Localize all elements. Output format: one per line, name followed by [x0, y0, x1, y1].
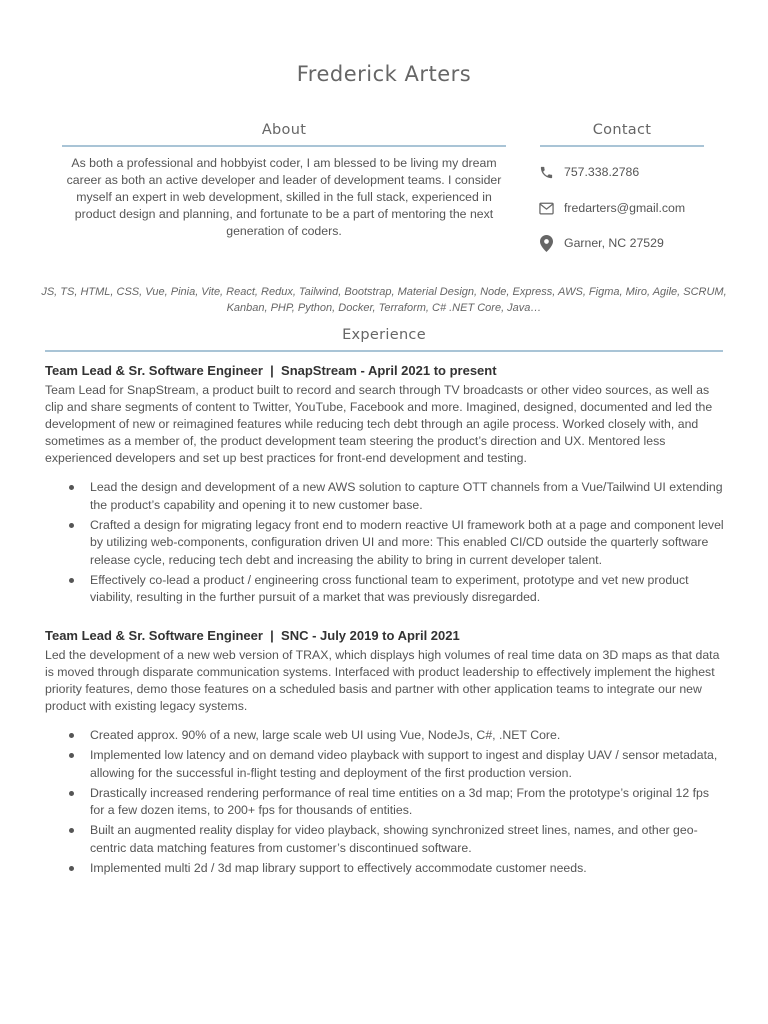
list-item [45, 747, 725, 782]
envelope-icon [538, 200, 554, 216]
list-item [45, 860, 725, 878]
contact-phone [538, 164, 639, 180]
bullet-text: Drastically increased rendering performance of real time entities on a 3d map; From the prototype’s original 12 fps for a few dozen items, to 200+ fps for thousands of entities. [90, 785, 710, 817]
bullet-icon [69, 578, 74, 583]
job-description: Led the development of a new web version of TRAX, which displays high volumes of real time data on 3D maps as that data is moved through disparate communication systems. Interfaced with product leadership to effectively implement the highest priority features, demo those features on a scheduled basis and partner with other application teams to integrate our new product with existing legacy systems. [45, 648, 720, 713]
bullet-text: Crafted a design for migrating legacy front end to modern reactive UI framework both at a page and component level by utilizing web-components, configuration driven UI and more: This enabled CI/CD outside the quarterly software release cycle, reducing tech debt and increasing the ability to bring in current developer talent. [90, 517, 724, 567]
job-title: Team Lead & Sr. Software Engineer | SNC - July 2019 to April 2021 [45, 628, 460, 643]
bullet-icon [69, 523, 74, 528]
skills-list: JS, TS, HTML, CSS, Vue, Pinia, Vite, React, Redux, Tailwind, Bootstrap, Material Design, Node, Express, AWS, Figma, Miro, Agile, SCRUM, Kanban, PHP, Python, Docker, Terraform, C# .NET Core, Java… [41, 286, 727, 314]
list-item [45, 479, 725, 514]
job-bullets [45, 479, 725, 607]
map-pin-icon [538, 235, 554, 251]
bullet-text: Effectively co-lead a product / engineering cross functional team to experiment, prototype and vet new product viability, resulting in the further pursuit of a market that was previously disregarded. [90, 572, 689, 604]
list-item [45, 517, 725, 570]
phone-number[interactable]: 757.338.2786 [564, 165, 640, 179]
list-item [45, 822, 725, 857]
bullet-icon [69, 866, 74, 871]
list-item [45, 727, 725, 745]
contact-heading: Contact [592, 122, 652, 138]
email-address[interactable]: fredarters@gmail.com [564, 201, 686, 215]
bullet-icon [69, 828, 74, 833]
bullet-icon [69, 753, 74, 758]
location-text: Garner, NC 27529 [564, 236, 664, 250]
bullet-text: Created approx. 90% of a new, large scale web UI using Vue, NodeJs, C#, .NET Core. [90, 728, 561, 742]
contact-location [538, 235, 664, 251]
list-item [45, 572, 725, 607]
bullet-text: Implemented low latency and on demand video playback with support to ingest and display UAV / sensor metadata, allowing for the successful in-flight testing and deployment of the first production version. [90, 748, 718, 780]
experience-divider [45, 350, 723, 352]
list-item [45, 785, 725, 820]
experience-heading: Experience [342, 327, 426, 343]
about-divider [62, 145, 506, 147]
about-text: As both a professional and hobbyist coder, I am blessed to be living my dream career as both an active developer and leader of development teams. I consider myself an expert in web development, skilled in the full stack, experienced in product design and planning, and fortunate to be a part of mentoring the next generation of coders. [66, 156, 502, 238]
bullet-icon [69, 791, 74, 796]
job-description: Team Lead for SnapStream, a product built to record and search through TV broadcasts or other video sources, as well as clip and share segments of content to Twitter, YouTube, Facebook and more. Imagined, designed, documented and led the development of new or reimagined features while reducing tech debt through an agile process. Worked closely with, and sometimes as a member of, the product development team steering the product’s direction and UX. Mentored less experienced developers and set up best practices for front-end development and testing. [45, 383, 713, 465]
job-title: Team Lead & Sr. Software Engineer | SnapStream - April 2021 to present [45, 363, 497, 378]
phone-icon [538, 164, 554, 180]
job-bullets [45, 727, 725, 877]
bullet-icon [69, 733, 74, 738]
bullet-text: Built an augmented reality display for video playback, showing synchronized street lines, names, and other geo-centric data matching features from customer’s discontinued software. [90, 823, 698, 855]
bullet-text: Lead the design and development of a new AWS solution to capture OTT channels from a Vue/Tailwind UI extending the product’s capability and opening it to new customer base. [90, 480, 723, 512]
contact-divider [540, 145, 704, 147]
contact-email [538, 200, 685, 216]
about-heading: About [261, 122, 307, 138]
bullet-text: Implemented multi 2d / 3d map library support to effectively accommodate customer needs. [90, 860, 587, 875]
resume-name: Frederick Arters [296, 62, 472, 86]
bullet-icon [69, 485, 74, 490]
job-entry-snapstream [45, 362, 725, 609]
job-entry-snc [45, 627, 725, 880]
